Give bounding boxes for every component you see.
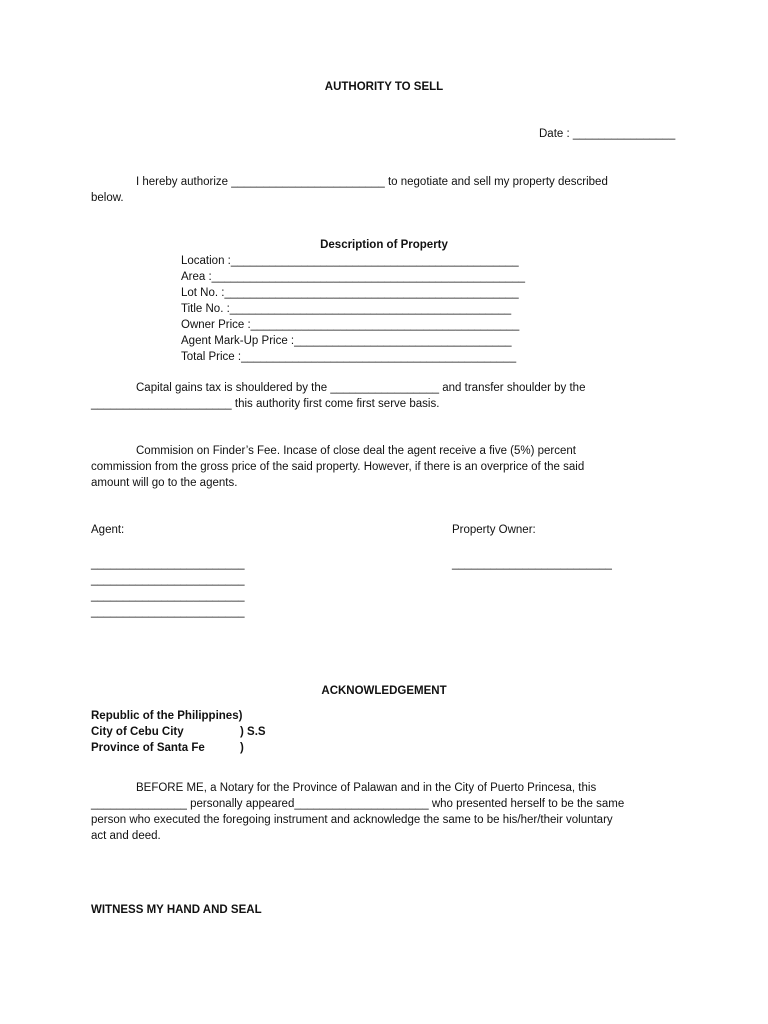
agent-label: Agent: bbox=[91, 524, 125, 536]
field-title-no: Title No. :____________________________________________ bbox=[181, 303, 512, 315]
field-area: Area :_________________________________________________ bbox=[181, 271, 526, 283]
witness-line: WITNESS MY HAND AND SEAL bbox=[91, 904, 262, 916]
authorize-line-2: below. bbox=[91, 192, 124, 204]
capital-gains-line-2: ______________________ this authority first come first serve basis. bbox=[91, 398, 440, 410]
notary-line-3: person who executed the foregoing instrument and acknowledge the same to be his/her/their voluntary bbox=[91, 814, 613, 826]
field-agent-markup-price: Agent Mark-Up Price :__________________________________ bbox=[181, 335, 512, 347]
description-heading: Description of Property bbox=[320, 239, 448, 251]
venue-republic: Republic of the Philippines) bbox=[91, 710, 243, 722]
notary-line-4: act and deed. bbox=[91, 830, 161, 842]
venue-paren: ) bbox=[240, 742, 244, 754]
authorize-line-1: I hereby authorize ________________________ to negotiate and sell my property described bbox=[136, 176, 608, 188]
venue-province: Province of Santa Fe bbox=[91, 742, 205, 754]
commission-line-3: amount will go to the agents. bbox=[91, 477, 238, 489]
agent-signature-line: ________________________ bbox=[91, 590, 245, 602]
owner-signature-line: _________________________ bbox=[452, 558, 612, 570]
venue-ss: ) S.S bbox=[240, 726, 266, 738]
venue-city: City of Cebu City bbox=[91, 726, 184, 738]
field-lot-no: Lot No. :______________________________________________ bbox=[181, 287, 519, 299]
agent-signature-line: ________________________ bbox=[91, 558, 245, 570]
capital-gains-line-1: Capital gains tax is shouldered by the _________________ and transfer shoulder by the bbox=[136, 382, 586, 394]
commission-line-2: commission from the gross price of the said property. However, if there is an overprice of the said bbox=[91, 461, 585, 473]
agent-signature-line: ________________________ bbox=[91, 574, 245, 586]
field-location: Location :_____________________________________________ bbox=[181, 255, 519, 267]
field-owner-price: Owner Price :__________________________________________ bbox=[181, 319, 520, 331]
agent-signature-line: ________________________ bbox=[91, 606, 245, 618]
acknowledgement-heading: ACKNOWLEDGEMENT bbox=[321, 685, 447, 697]
commission-line-1: Commision on Finder’s Fee. Incase of close deal the agent receive a five (5%) percent bbox=[136, 445, 576, 457]
notary-line-2: _______________ personally appeared_____________________ who presented herself to be the same bbox=[91, 798, 625, 810]
document-title: AUTHORITY TO SELL bbox=[324, 81, 444, 93]
field-total-price: Total Price :___________________________________________ bbox=[181, 351, 517, 363]
owner-label: Property Owner: bbox=[452, 524, 536, 536]
notary-line-1: BEFORE ME, a Notary for the Province of Palawan and in the City of Puerto Princesa, this bbox=[136, 782, 597, 794]
date-line: Date : ________________ bbox=[539, 128, 676, 140]
